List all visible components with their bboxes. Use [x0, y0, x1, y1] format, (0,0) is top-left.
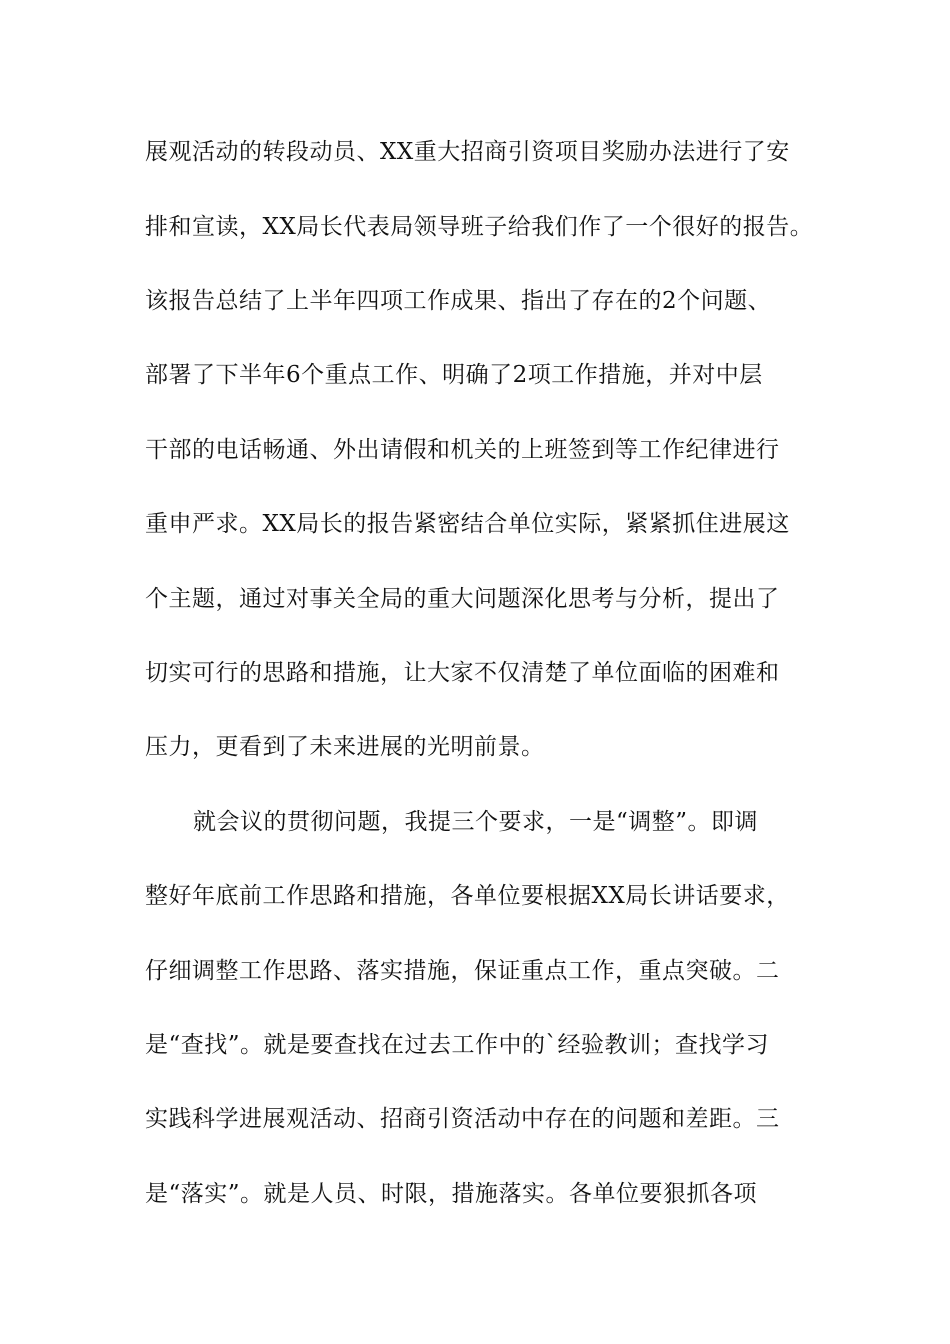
text-line: 展观活动的转段动员、XX重大招商引资项目奖励办法进行了安	[145, 139, 790, 165]
text-line: 实践科学进展观活动、招商引资活动中存在的问题和差距。三	[145, 1106, 780, 1132]
text-line: 干部的电话畅通、外出请假和机关的上班签到等工作纪律进行	[145, 437, 780, 463]
text-line: 部署了下半年6个重点工作、明确了2项工作措施，并对中层	[145, 362, 763, 388]
text-line: 压力，更看到了未来进展的光明前景。	[145, 734, 545, 760]
text-line: 切实可行的思路和措施，让大家不仅清楚了单位面临的困难和	[145, 660, 780, 686]
text-line: 该报告总结了上半年四项工作成果、指出了存在的2个问题、	[145, 288, 772, 314]
text-line: 仔细调整工作思路、落实措施，保证重点工作，重点突破。二	[145, 958, 780, 984]
text-line: 是“查找”。就是要查找在过去工作中的`经验教训；查找学习	[145, 1032, 770, 1058]
text-line: 重申严求。XX局长的报告紧密结合单位实际，紧紧抓住进展这	[145, 511, 790, 537]
text-line: 个主题，通过对事关全局的重大问题深化思考与分析，提出了	[145, 586, 780, 612]
text-line: 是“落实”。就是人员、时限，措施落实。各单位要狠抓各项	[145, 1181, 758, 1207]
text-line: 排和宣读，XX局长代表局领导班子给我们作了一个很好的报告。	[145, 214, 814, 240]
paragraph-start-line: 就会议的贯彻问题，我提三个要求，一是“调整”。即调	[193, 809, 759, 835]
text-line: 整好年底前工作思路和措施，各单位要根据XX局长讲话要求，	[145, 883, 790, 909]
